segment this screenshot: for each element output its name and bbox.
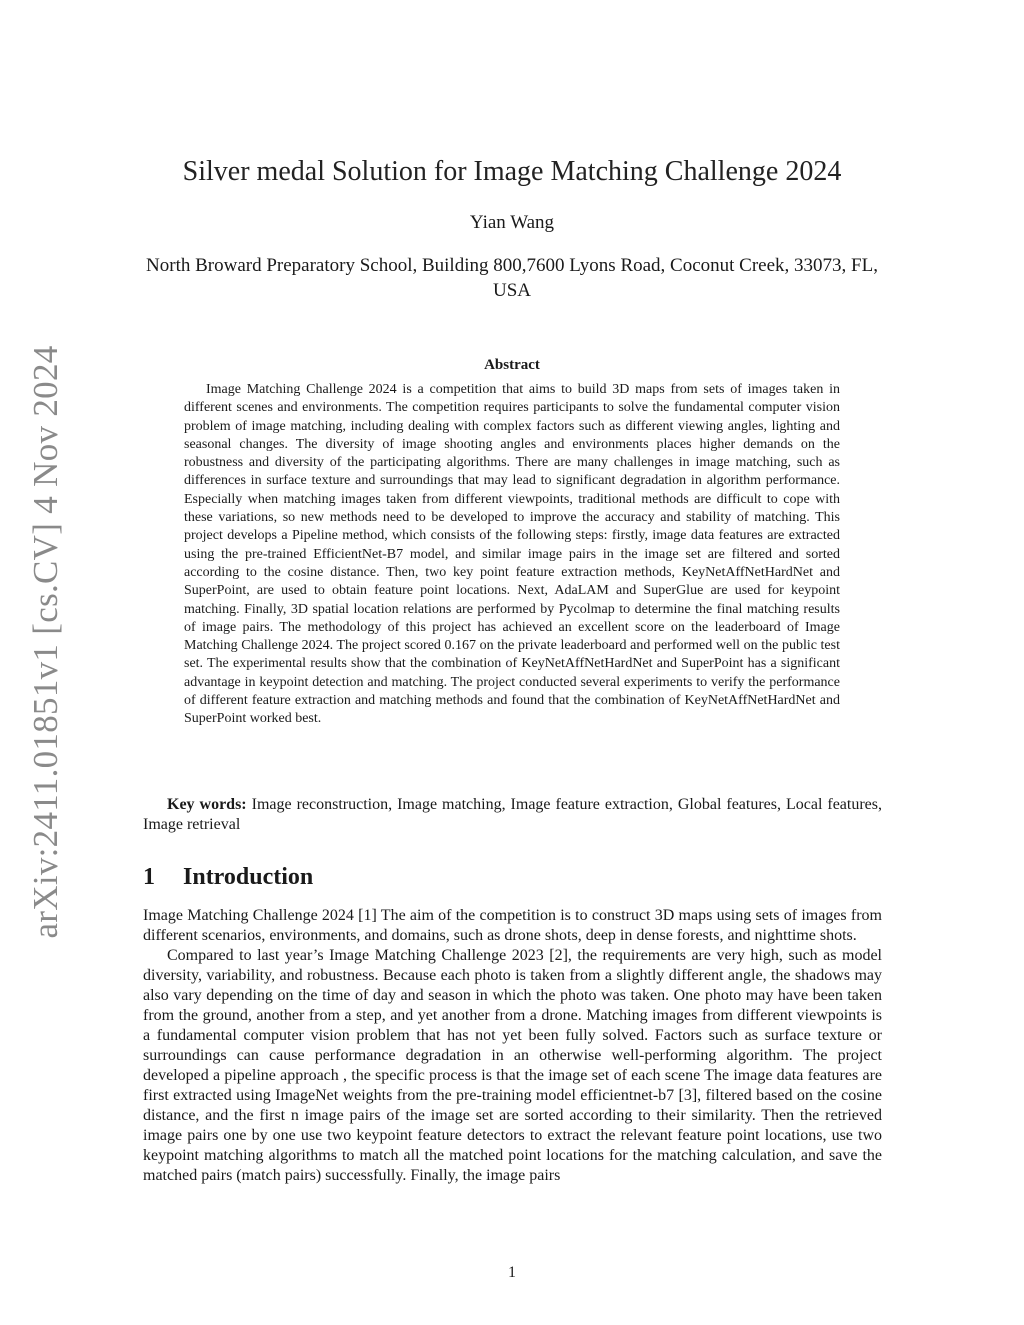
author-affiliation: North Broward Preparatory School, Building 800,7600 Lyons Road, Coconut Creek, 33073, FL, USA	[146, 255, 878, 301]
keywords-text: Image reconstruction, Image matching, Image feature extraction, Global features, Local features, Image retrieval	[143, 796, 883, 833]
intro-paragraph-1: Image Matching Challenge 2024 [1] The aim of the competition is to construct 3D maps using sets of images from different scenarios, environments, and domains, such as drone shots, deep in dense forests, and nighttime shots.	[143, 907, 882, 944]
keywords-block	[143, 795, 882, 835]
arxiv-identifier-stamp: arXiv:2411.01851v1 [cs.CV] 4 Nov 2024	[26, 345, 65, 939]
paper-title: Silver medal Solution for Image Matching Challenge 2024	[182, 156, 842, 187]
section-heading-introduction	[143, 862, 313, 892]
abstract-heading: Abstract	[484, 357, 540, 373]
introduction-body	[143, 906, 882, 1186]
abstract-text: Image Matching Challenge 2024 is a competition that aims to build 3D maps from sets of images taken in different scenes and environments. The competition requires participants to solve the fundamental computer vision problem of image matching, including dealing with complex factors such as different viewing angles, lighting and seasonal changes. The diversity of image shooting angles and environments places higher demands on the robustness and diversity of the participating algorithms. There are many challenges in image matching, such as differences in surface texture and surroundings that may lead to significant degradation in algorithm performance. Especially when matching images taken from different viewpoints, traditional methods are difficult to cope with these variations, so new methods need to be developed to improve the accuracy and stability of matching. This project develops a Pipeline method, which consists of the following steps: firstly, image data features are extracted using the pre-trained EfficientNet-B7 model, and similar image pairs in the image set are filtered and sorted according to the cosine distance. Then, two key point feature extraction methods, KeyNetAffNetHardNet and SuperPoint, are used to obtain feature point locations. Next, AdaLAM and SuperGlue are used for keypoint matching. Finally, 3D spatial location relations are performed by Pycolmap to determine the final matching results of image pairs. The methodology of this project has achieved an excellent score on the leaderboard of Image Matching Challenge 2024. The project scored 0.167 on the private leaderboard and performed well on the public test set. The experimental results show that the combination of KeyNetAffNetHardNet and SuperPoint has a significant advantage in keypoint detection and matching. The project conducted several experiments to verify the performance of different feature extraction and matching methods and found that the combination of KeyNetAffNetHardNet and SuperPoint worked best.	[184, 382, 840, 727]
section-title: Introduction	[183, 864, 314, 890]
section-number: 1	[143, 864, 155, 890]
author-name: Yian Wang	[469, 212, 555, 233]
intro-paragraph-2: Compared to last year’s Image Matching Challenge 2023 [2], the requirements are very high, such as model diversity, variability, and robustness. Because each photo is taken from a slightly different angle, the shadows may also vary depending on the time of day and season in which the photo was taken. One photo may have been taken from the ground, another from a step, and yet another from a drone. Matching images from different viewpoints is a fundamental computer vision problem that has not yet been fully solved. Factors such as surface texture or surroundings can cause performance degradation in an otherwise well-performing algorithm. The project developed a pipeline approach , the specific process is that the image set of each scene The image data features are first extracted using ImageNet weights from the pre-training model efficientnet-b7 [3], filtered based on the cosine distance, and the first n image pairs of the image set are sorted according to their similarity. Then the retrieved image pairs one by one use two keypoint feature detectors to extract the relevant feature point locations, use two keypoint matching algorithms to match all the matched point locations for the matching calculation, and save the matched pairs (match pairs) successfully. Finally, the image pairs	[143, 947, 882, 1184]
keywords-label: Key words:	[167, 796, 247, 813]
page-number: 1	[508, 1264, 516, 1281]
